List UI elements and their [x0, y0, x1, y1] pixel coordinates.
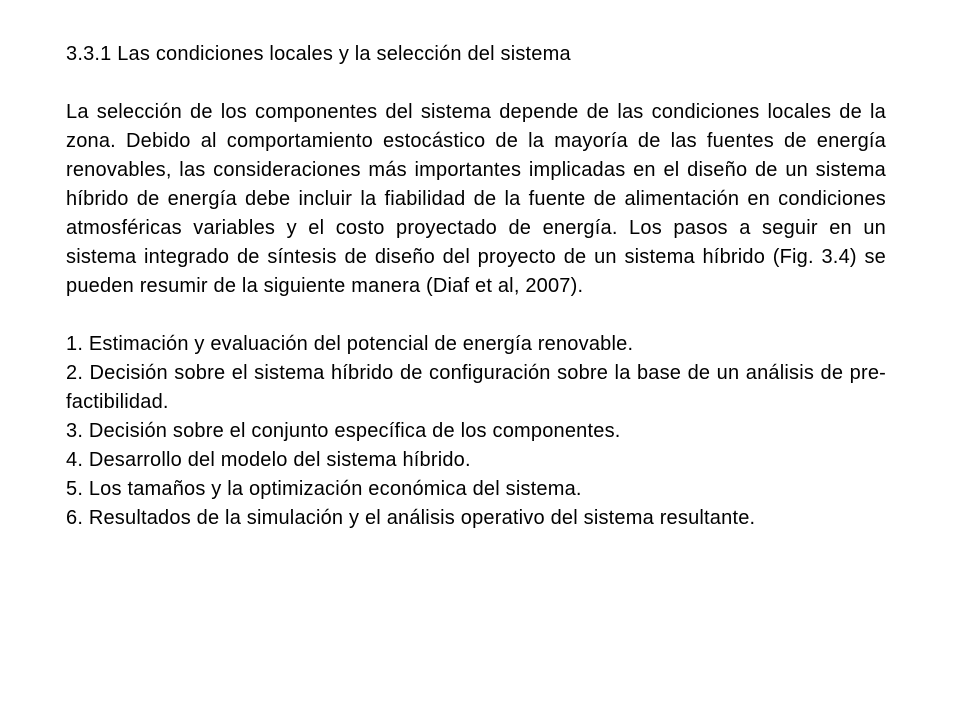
slide-content	[66, 40, 886, 533]
list-item: 2. Decisión sobre el sistema híbrido de configuración sobre la base de un análisis de pre-factibilidad.	[66, 362, 886, 413]
list-item: 5. Los tamaños y la optimización económica del sistema.	[66, 478, 582, 500]
list-item: 4. Desarrollo del modelo del sistema híbrido.	[66, 449, 471, 471]
steps-list	[66, 330, 886, 533]
list-item: 3. Decisión sobre el conjunto específica de los componentes.	[66, 420, 621, 442]
body-paragraph: La selección de los componentes del sistema depende de las condiciones locales de la zona. Debido al comportamiento estocástico de la mayoría de las fuentes de energía renovables, las consideraciones más importantes implicadas en el diseño de un sistema híbrido de energía debe incluir la fiabilidad de la fuente de alimentación en condiciones atmosféricas variables y el costo proyectado de energía. Los pasos a seguir en un sistema integrado de síntesis de diseño del proyecto de un sistema híbrido (Fig. 3.4) se pueden resumir de la siguiente manera (Diaf et al, 2007).	[66, 101, 886, 297]
list-item: 1. Estimación y evaluación del potencial de energía renovable.	[66, 333, 634, 355]
list-item: 6. Resultados de la simulación y el análisis operativo del sistema resultante.	[66, 507, 756, 529]
section-heading: 3.3.1 Las condiciones locales y la selección del sistema	[66, 43, 571, 65]
